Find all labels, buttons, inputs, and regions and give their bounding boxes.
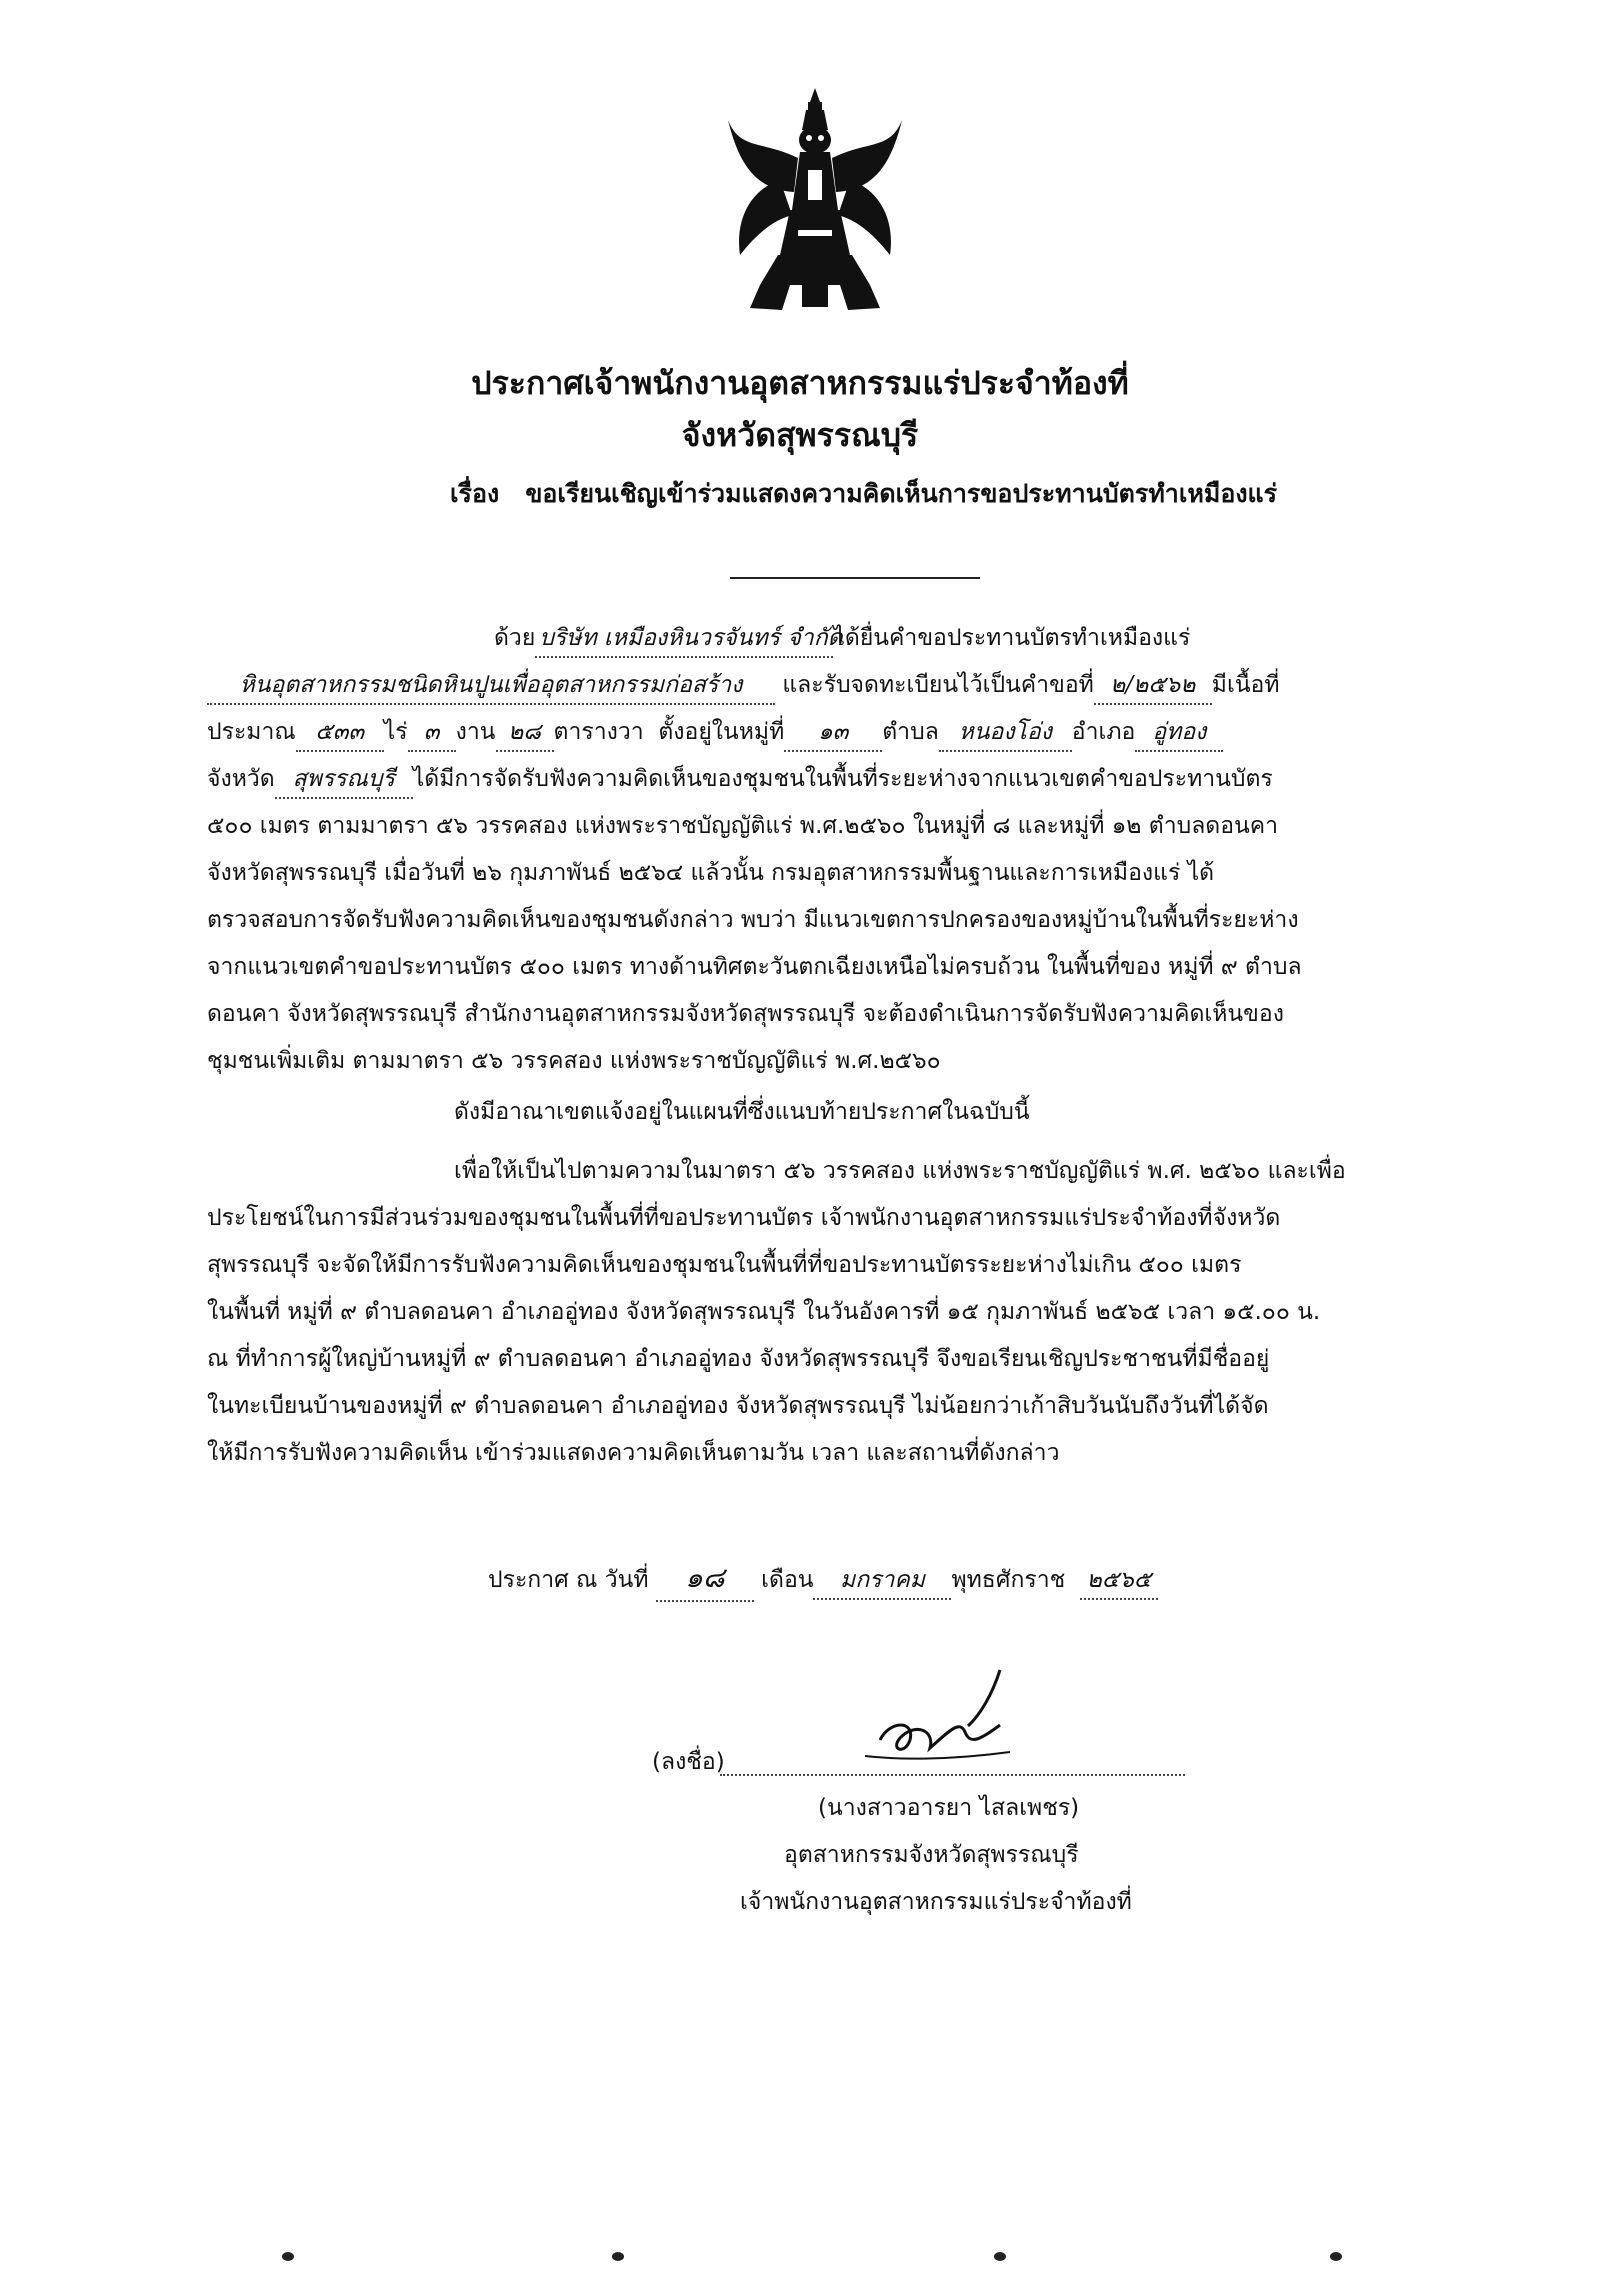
header-subject [450, 474, 1277, 514]
ngan-fill: ๓ [408, 714, 456, 752]
p1-text-a: ได้ยื่นคำขอประทานบัตรทำเหมืองแร่ [833, 625, 1191, 651]
header-title-line1: ประกาศเจ้าพนักงานอุตสาหกรรมแร่ประจำท้องที่ [471, 364, 1129, 402]
p1-line10: ชุมชนเพิ่มเติม ตามมาตรา ๕๖ วรรคสอง แห่งพระราชบัญญัติแร่ พ.ศ.๒๕๖๐ [207, 1048, 941, 1074]
moo-fill: ๑๓ [784, 714, 882, 752]
amphoe-label: อำเภอ [1071, 719, 1136, 745]
p1-line4 [207, 761, 1273, 799]
p3-line7: ให้มีการรับฟังความคิดเห็น เข้าร่วมแสดงความคิดเห็นตามวัน เวลา และสถานที่ดังกล่าว [207, 1440, 1060, 1466]
rai-unit: ไร่ [383, 719, 408, 745]
p1-lead: ด้วย [494, 625, 536, 651]
p1-text-c: มีเนื้อที่ [1211, 672, 1280, 698]
p1-line3 [207, 714, 1223, 752]
month-fill: มกราคม [813, 1562, 951, 1600]
p3-line3: สุพรรณบุรี จะจัดให้มีการรับฟังความคิดเห็นของชุมชนในพื้นที่ที่ขอประทานบัตรระยะห่างไม่เกิน ๕๐๐ เมตร [207, 1252, 1242, 1278]
p3-line6: ในทะเบียนบ้านของหมู่ที่ ๙ ตำบลดอนคา อำเภออู่ทอง จังหวัดสุพรรณบุรี ไม่น้อยกว่าเก้าสิบวันนับถึงวันที่ได้จัด [207, 1393, 1269, 1419]
garuda-emblem-icon [720, 80, 910, 320]
paragraph2: ดังมีอาณาเขตแจ้งอยู่ในแผนที่ซึ่งแนบท้ายประกาศในฉบับนี้ [454, 1099, 1030, 1125]
p1-line9: ดอนคา จังหวัดสุพรรณบุรี สำนักงานอุตสาหกรรมจังหวัดสุพรรณบุรี จะต้องดำเนินการจัดรับฟังความคิดเห็นของ [207, 1001, 1284, 1027]
p1-line5: ๕๐๐ เมตร ตามมาตรา ๕๖ วรรคสอง แห่งพระราชบัญญัติแร่ พ.ศ.๒๕๖๐ ในหมู่ที่ ๘ และหมู่ที่ ๑๒ ตำบลดอนคา [207, 813, 1279, 839]
p1-line7: ตรวจสอบการจัดรับฟังความคิดเห็นของชุมชนดังกล่าว พบว่า มีแนวเขตการปกครองของหมู่บ้านในพื้นที่ระยะห่าง [207, 907, 1299, 933]
dated-line [488, 1556, 1158, 1602]
scan-speck [612, 2252, 624, 2261]
signer-title2: เจ้าพนักงานอุตสาหกรรมแร่ประจำท้องที่ [740, 1889, 1132, 1915]
ngan-unit: งาน [455, 719, 496, 745]
scan-speck [1330, 2252, 1342, 2261]
wa-unit: ตารางวา [553, 719, 644, 745]
month-label: เดือน [761, 1567, 814, 1593]
sign-label: (ลงชื่อ) [652, 1749, 725, 1775]
request-no-fill: ๒/๒๕๖๒ [1094, 667, 1212, 705]
rai-fill: ๕๓๓ [296, 714, 384, 752]
tambon-label: ตำบล [882, 719, 939, 745]
p3-line1: เพื่อให้เป็นไปตามความในมาตรา ๕๖ วรรคสอง แห่งพระราชบัญญัติแร่ พ.ศ. ๒๕๖๐ และเพื่อ [454, 1158, 1346, 1184]
scan-speck [282, 2252, 294, 2261]
day-fill: ๑๘ [656, 1556, 754, 1602]
scan-speck [994, 2252, 1006, 2261]
p1-text-b: และรับจดทะเบียนไว้เป็นคำขอที่ [782, 672, 1094, 698]
p3-line2: ประโยชน์ในการมีส่วนร่วมของชุมชนในพื้นที่ที่ขอประทานบัตร เจ้าพนักงานอุตสาหกรรมแร่ประจำท้องที่จังหวัด [207, 1205, 1281, 1231]
p1-line2 [207, 667, 1280, 705]
p1-text-f: ได้มีการจัดรับฟังความคิดเห็นของชุมชนในพื้นที่ระยะห่างจากแนวเขตคำขอประทานบัตร [412, 766, 1273, 792]
p1-line1 [494, 620, 1190, 658]
subject-text: ขอเรียนเชิญเข้าร่วมแสดงความคิดเห็นการขอประทานบัตรทำเหมืองแร่ [525, 479, 1278, 508]
mineral-fill: หินอุตสาหกรรมชนิดหินปูนเพื่ออุตสาหกรรมก่อสร้าง [207, 667, 775, 705]
tambon-fill: หนองโอ่ง [939, 714, 1072, 752]
p1-text-e: ตั้งอยู่ในหมู่ที่ [658, 719, 785, 745]
province-fill: สุพรรณบุรี [275, 761, 413, 799]
p1-text-d: ประมาณ [207, 719, 296, 745]
header-title-line2: จังหวัดสุพรรณบุรี [681, 416, 919, 454]
signer-name: (นางสาวอารยา ไสลเพชร) [818, 1795, 1080, 1821]
year-fill: ๒๕๖๕ [1080, 1562, 1158, 1600]
signer-title1: อุตสาหกรรมจังหวัดสุพรรณบุรี [784, 1842, 1079, 1868]
dated-lead: ประกาศ ณ วันที่ [488, 1567, 649, 1593]
company-fill: บริษัท เหมืองหินวรจันทร์ จำกัด [535, 620, 833, 658]
province-label: จังหวัด [207, 766, 275, 792]
p3-line4: ในพื้นที่ หมู่ที่ ๙ ตำบลดอนคา อำเภออู่ทอง จังหวัดสุพรรณบุรี ในวันอังคารที่ ๑๕ กุมภาพันธ์ ๒๕๖๕ เวลา ๑๕.๐๐ น. [207, 1299, 1321, 1325]
amphoe-fill: อู่ทอง [1135, 714, 1223, 752]
p3-line5: ณ ที่ทำการผู้ใหญ่บ้านหมู่ที่ ๙ ตำบลดอนคา อำเภออู่ทอง จังหวัดสุพรรณบุรี จึงขอเรียนเชิญประชาชนที่มีชื่ออยู่ [207, 1346, 1270, 1372]
p1-line6: จังหวัดสุพรรณบุรี เมื่อวันที่ ๒๖ กุมภาพันธ์ ๒๕๖๔ แล้วนั้น กรมอุตสาหกรรมพื้นฐานและการเหมืองแร่ ได้ [207, 860, 1215, 886]
signature-line [720, 1750, 1185, 1776]
p1-line8: จากแนวเขตคำขอประทานบัตร ๕๐๐ เมตร ทางด้านทิศตะวันตกเฉียงเหนือไม่ครบถ้วน ในพื้นที่ของ หมู่ที่ ๙ ตำบล [207, 954, 1302, 980]
wa-fill: ๒๘ [496, 714, 554, 752]
subject-label: เรื่อง [450, 479, 500, 508]
heading-divider [730, 577, 980, 579]
year-label: พุทธศักราช [951, 1567, 1066, 1593]
